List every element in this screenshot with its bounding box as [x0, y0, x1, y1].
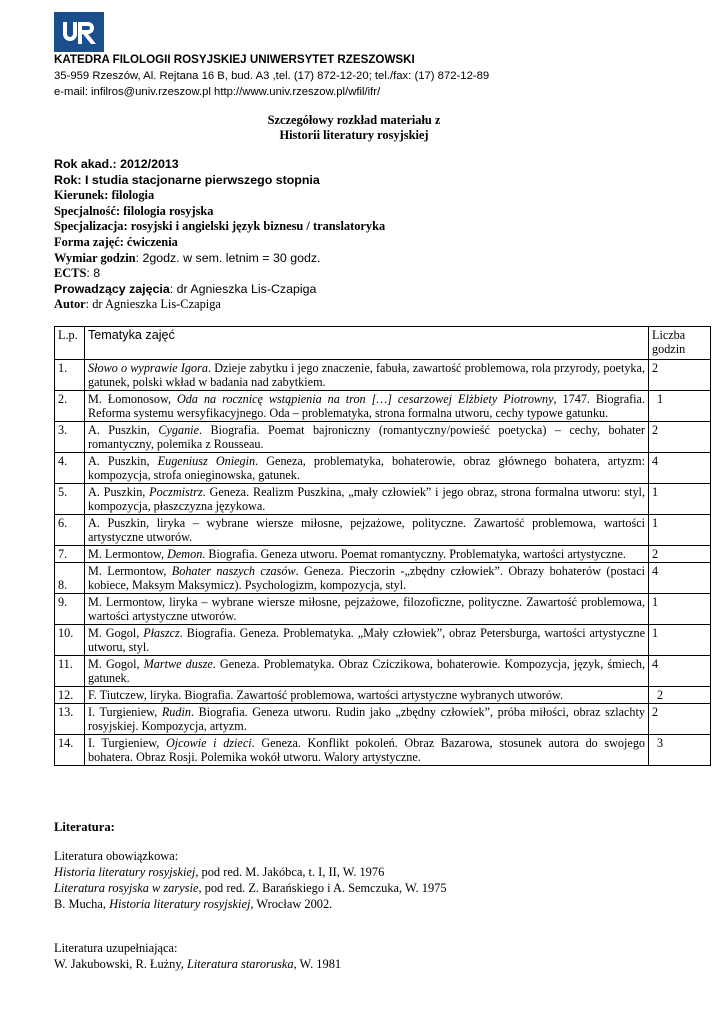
ects-label: ECTS: [54, 266, 87, 281]
table-row: [55, 625, 711, 656]
supplementary-literature-label: Literatura uzupełniająca:: [54, 941, 178, 955]
topic-italic-text: Eugeniusz Oniegin: [157, 454, 256, 468]
teacher-info: [54, 282, 694, 298]
row-number: 12.: [55, 687, 85, 704]
row-hours: 2: [649, 704, 711, 735]
topic-pre-text: M. Lermontow, liryka – wybrane wiersze miłosne, pejzażowe, filozoficzne, polityczne. Zawartość problemowa, wartości artystyczne utworów.: [88, 595, 645, 623]
topic-pre-text: M. Lermontow,: [88, 564, 172, 578]
topics-table: [54, 326, 711, 766]
mandatory-literature-list: [54, 864, 447, 912]
supplementary-literature: [54, 940, 341, 972]
topic-italic-text: Oda na rocznicę wstąpienia na tron […] cesarzowej Elżbiety Piotrowny: [177, 392, 554, 406]
course-metadata: [54, 157, 694, 313]
mandatory-literature-label: Literatura obowiązkowa:: [54, 849, 179, 863]
topic-pre-text: I. Turgieniew,: [88, 736, 166, 750]
topic-post-text: , 1747. Biografia. Reforma systemu wersyfikacyjnego. Oda – problematyka, strona formalna utworu, cechy typowe gatunku.: [88, 392, 645, 420]
literature-heading: Literatura:: [54, 820, 115, 834]
hours-label: Wymiar godzin: [54, 250, 136, 265]
row-topic: [85, 422, 649, 453]
topic-italic-text: Poczmistrz: [149, 485, 203, 499]
topic-post-text: . Geneza. Realizm Puszkina, „mały człowiek” i jego obraz, strona formalna utworu: styl, kompozycja, płaszczyzna językowa.: [88, 485, 645, 513]
topic-italic-text: Ojcowie i dzieci: [165, 736, 252, 750]
row-hours: 2: [649, 360, 711, 391]
document-title: [54, 113, 654, 143]
ur-logo-icon: [54, 12, 104, 52]
topic-italic-text: Martwe dusze: [143, 657, 213, 671]
topic-italic-text: Płaszcz: [143, 626, 180, 640]
row-topic: [85, 563, 649, 594]
topic-italic-text: Rudin: [161, 705, 191, 719]
table-row: [55, 563, 711, 594]
topic-post-text: . Dzieje zabytku i jego znaczenie, fabuła, zawartość problemowa, rola przyrody, poetyka, gatunek, polski wkład w badania nad zabytkiem.: [88, 361, 645, 389]
entry-post-text: Wrocław 2002.: [253, 897, 333, 911]
table-row: [55, 594, 711, 625]
topic-post-text: . Geneza. Konflikt pokoleń. Obraz Bazarowa, stosunek autora do swojego bohatera. Obraz Rosji. Polemika wokół utworu. Walory artystyczne.: [88, 736, 646, 764]
table-row: [55, 360, 711, 391]
department-contact: e-mail: infilros@univ.rzeszow.pl http://www.univ.rzeszow.pl/wfil/ifr/: [54, 86, 381, 98]
entry-post-text: pod red. M. Jakóbca, t. I, II, W. 1976: [198, 865, 385, 879]
row-number: 7.: [55, 546, 85, 563]
row-hours: 1: [649, 391, 711, 422]
row-hours: 4: [649, 656, 711, 687]
header-topic: Tematyka zajęć: [85, 327, 649, 360]
row-hours: 3: [649, 735, 711, 766]
row-number: 5.: [55, 484, 85, 515]
literature-entry: [54, 896, 447, 912]
entry-italic-text: Historia literatury rosyjskiej,: [109, 897, 254, 911]
document-title-line-2: Historii literatury rosyjskiej: [279, 128, 429, 142]
row-number: 1.: [55, 360, 85, 391]
row-hours: 4: [649, 563, 711, 594]
teacher-value: : dr Agnieszka Lis-Czapiga: [169, 281, 317, 296]
entry-italic-text: Historia literatury rosyjskiej,: [54, 865, 199, 879]
table-row: [55, 422, 711, 453]
topic-pre-text: M. Lermontow,: [88, 547, 168, 561]
row-topic: [85, 546, 649, 563]
header-hours: Liczba godzin: [649, 327, 711, 360]
study-direction: Kierunek: filologia: [54, 188, 155, 203]
topic-post-text: . Geneza, problematyka, bohaterowie, obraz głównego bohatera, artyzm: kompozycja, strofa onieginowska, gatunek.: [88, 454, 645, 482]
academic-year: Rok akad.: 2012/2013: [54, 157, 179, 171]
teacher-label: Prowadzący zajęcia: [54, 281, 170, 296]
topic-pre-text: M. Gogol,: [88, 626, 144, 640]
topic-pre-text: M. Gogol,: [88, 657, 144, 671]
topic-pre-text: A. Puszkin, liryka – wybrane wiersze miłosne, pejzażowe, polityczne. Zawartość problemowa, wartości artystyczne utworów.: [88, 516, 645, 544]
table-header-row: [55, 327, 711, 360]
row-hours: 2: [649, 687, 711, 704]
table-row: [55, 453, 711, 484]
ects-info: [54, 266, 694, 282]
topic-pre-text: M. Łomonosow,: [88, 392, 177, 406]
author-label: Autor: [54, 297, 86, 312]
topic-italic-text: Bohater naszych czasów: [171, 564, 296, 578]
literature-entry: [54, 956, 341, 972]
row-hours: 2: [649, 422, 711, 453]
row-number: 9.: [55, 594, 85, 625]
topic-pre-text: A. Puszkin,: [88, 454, 158, 468]
class-form: Forma zajęć: ćwiczenia: [54, 234, 178, 249]
topic-post-text: . Biografia. Poemat bajroniczny (romantyczny/powieść poetycka) – cechy, bohater romantyczny, polemika z Rousseau.: [88, 423, 645, 451]
table-row: [55, 484, 711, 515]
row-number: 3.: [55, 422, 85, 453]
author-info: [54, 297, 694, 313]
ects-value: : 8: [86, 266, 101, 281]
topic-pre-text: I. Turgieniew,: [88, 705, 162, 719]
topic-post-text: . Geneza. Pieczorin -„zbędny człowiek”. Obrazy bohaterów (postaci kobiece, Maksym Maksymicz). Psychologizm, kompozycja, styl.: [88, 564, 645, 592]
topic-post-text: . Biografia. Geneza utworu. Rudin jako „zbędny człowiek”, próba miłości, obraz szlachty rosyjskiej. Kompozycja, artyzm.: [88, 705, 646, 733]
row-hours: 1: [649, 625, 711, 656]
table-row: [55, 546, 711, 563]
row-number: 11.: [55, 656, 85, 687]
department-name: KATEDRA FILOLOGII ROSYJSKIEJ UNIWERSYTET RZESZOWSKI: [54, 53, 415, 66]
topic-post-text: . Biografia. Geneza. Problematyka. „Mały człowiek”, obraz Petersburga, wartości artystyczne utworu, styl.: [88, 626, 645, 654]
table-row: [55, 391, 711, 422]
literature-entry: [54, 880, 447, 896]
topic-pre-text: F. Tiutczew, liryka. Biografia. Zawartość problemowa, wartości artystyczne wybranych utworów.: [88, 688, 563, 702]
topic-pre-text: A. Puszkin,: [88, 485, 150, 499]
row-number: 13.: [55, 704, 85, 735]
specialty: Specjalność: filologia rosyjska: [54, 203, 214, 218]
topic-post-text: . Biografia. Geneza utworu. Poemat romantyczny. Problematyka, wartości artystyczne.: [202, 547, 626, 561]
row-topic: [85, 391, 649, 422]
row-topic: [85, 484, 649, 515]
row-hours: 2: [649, 546, 711, 563]
entry-italic-text: Literatura staroruska: [186, 957, 294, 971]
study-level: Rok: I studia stacjonarne pierwszego stopnia: [54, 172, 320, 187]
row-number: 14.: [55, 735, 85, 766]
topic-pre-text: A. Puszkin,: [88, 423, 159, 437]
topic-post-text: . Geneza. Problematyka. Obraz Cziczikowa, bohaterowie. Kompozycja, język, śmiech, gatunek.: [88, 657, 646, 685]
row-topic: [85, 704, 649, 735]
row-topic: [85, 453, 649, 484]
topic-italic-text: Cyganie: [158, 423, 199, 437]
topic-italic-text: Słowo o wyprawie Igora: [88, 361, 208, 375]
table-row: [55, 687, 711, 704]
author-value: : dr Agnieszka Lis-Czapiga: [85, 297, 221, 312]
department-address: 35-959 Rzeszów, Al. Rejtana 16 B, bud. A3 ,tel. (17) 872-12-20; tel./fax: (17) 872-12-89: [54, 70, 490, 82]
entry-post-text: pod red. Z. Barańskiego i A. Semczuka, W. 1975: [201, 881, 447, 895]
table-row: [55, 704, 711, 735]
hours-value: : 2godz. w sem. letnim = 30 godz.: [135, 250, 321, 265]
row-topic: [85, 515, 649, 546]
topic-italic-text: Demon: [167, 547, 203, 561]
row-topic: [85, 594, 649, 625]
row-number: 10.: [55, 625, 85, 656]
row-number: 2.: [55, 391, 85, 422]
table-body: [55, 360, 711, 766]
hours-info: [54, 251, 694, 267]
specialization: Specjalizacja: rosyjski i angielski język biznesu / translatoryka: [54, 219, 386, 234]
entry-pre-text: W. Jakubowski, R. Łużny,: [54, 957, 187, 971]
row-hours: 1: [649, 515, 711, 546]
department-header: [54, 52, 694, 100]
row-hours: 1: [649, 594, 711, 625]
row-number: 4.: [55, 453, 85, 484]
header-lp: L.p.: [55, 327, 85, 360]
entry-post-text: , W. 1981: [293, 957, 342, 971]
university-logo: [54, 12, 104, 52]
document-title-line-1: Szczegółowy rozkład materiału z: [267, 113, 441, 127]
entry-italic-text: Literatura rosyjska w zarysie,: [54, 881, 202, 895]
row-topic: [85, 360, 649, 391]
row-hours: 1: [649, 484, 711, 515]
literature-entry: [54, 864, 447, 880]
table-row: [55, 515, 711, 546]
supplementary-literature-list: [54, 956, 341, 972]
row-hours: 4: [649, 453, 711, 484]
row-number: 6.: [55, 515, 85, 546]
mandatory-literature: [54, 848, 447, 912]
row-topic: [85, 625, 649, 656]
row-number: 8.: [55, 563, 85, 594]
entry-pre-text: B. Mucha,: [54, 897, 110, 911]
table-row: [55, 656, 711, 687]
row-topic: [85, 735, 649, 766]
row-topic: [85, 656, 649, 687]
table-row: [55, 735, 711, 766]
row-topic: [85, 687, 649, 704]
